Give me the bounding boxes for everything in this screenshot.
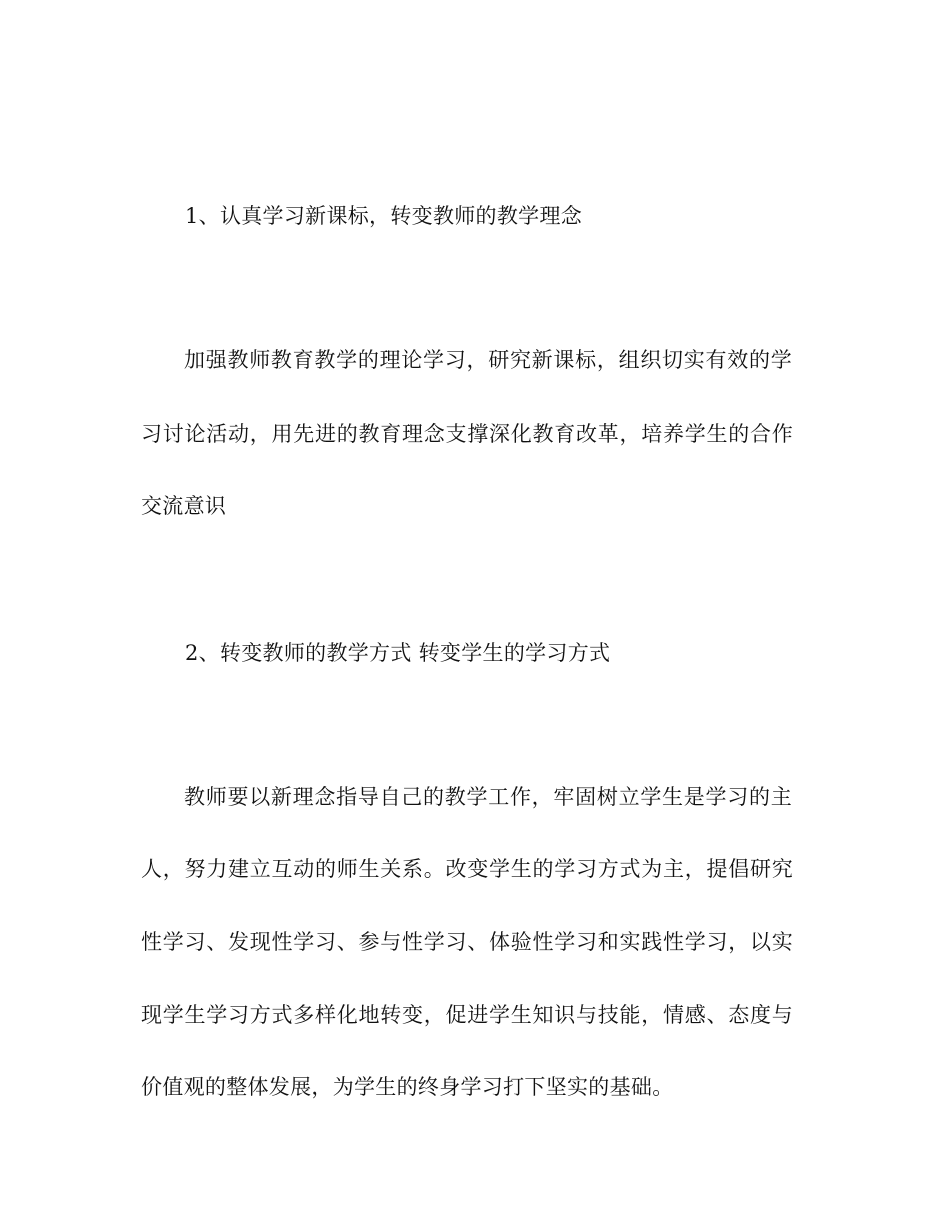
section-2-paragraph-line: 现学生学习方式多样化地转变，促进学生知识与技能，情感、态度与 [141, 1003, 793, 1027]
section-2-paragraph-line: 人，努力建立互动的师生关系。改变学生的学习方式为主，提倡研究 [141, 857, 793, 881]
section-2-paragraph-line: 教师要以新理念指导自己的教学工作，牢固树立学生是学习的主 [184, 785, 792, 809]
section-2-paragraph-line: 价值观的整体发展，为学生的终身学习打下坚实的基础。 [141, 1075, 674, 1099]
section-1-paragraph-line: 加强教师教育教学的理论学习，研究新课标，组织切实有效的学 [184, 348, 792, 372]
section-2-paragraph-line: 性学习、发现性学习、参与性学习、体验性学习和实践性学习，以实 [141, 930, 793, 954]
section-1-heading: 1、认真学习新课标，转变教师的教学理念 [185, 204, 583, 228]
section-1-paragraph-line: 交流意识 [141, 494, 227, 518]
section-1-paragraph-line: 习讨论活动，用先进的教育理念支撑深化教育改革，培养学生的合作 [141, 422, 793, 446]
section-2-heading: 2、转变教师的教学方式 转变学生的学习方式 [185, 641, 611, 665]
